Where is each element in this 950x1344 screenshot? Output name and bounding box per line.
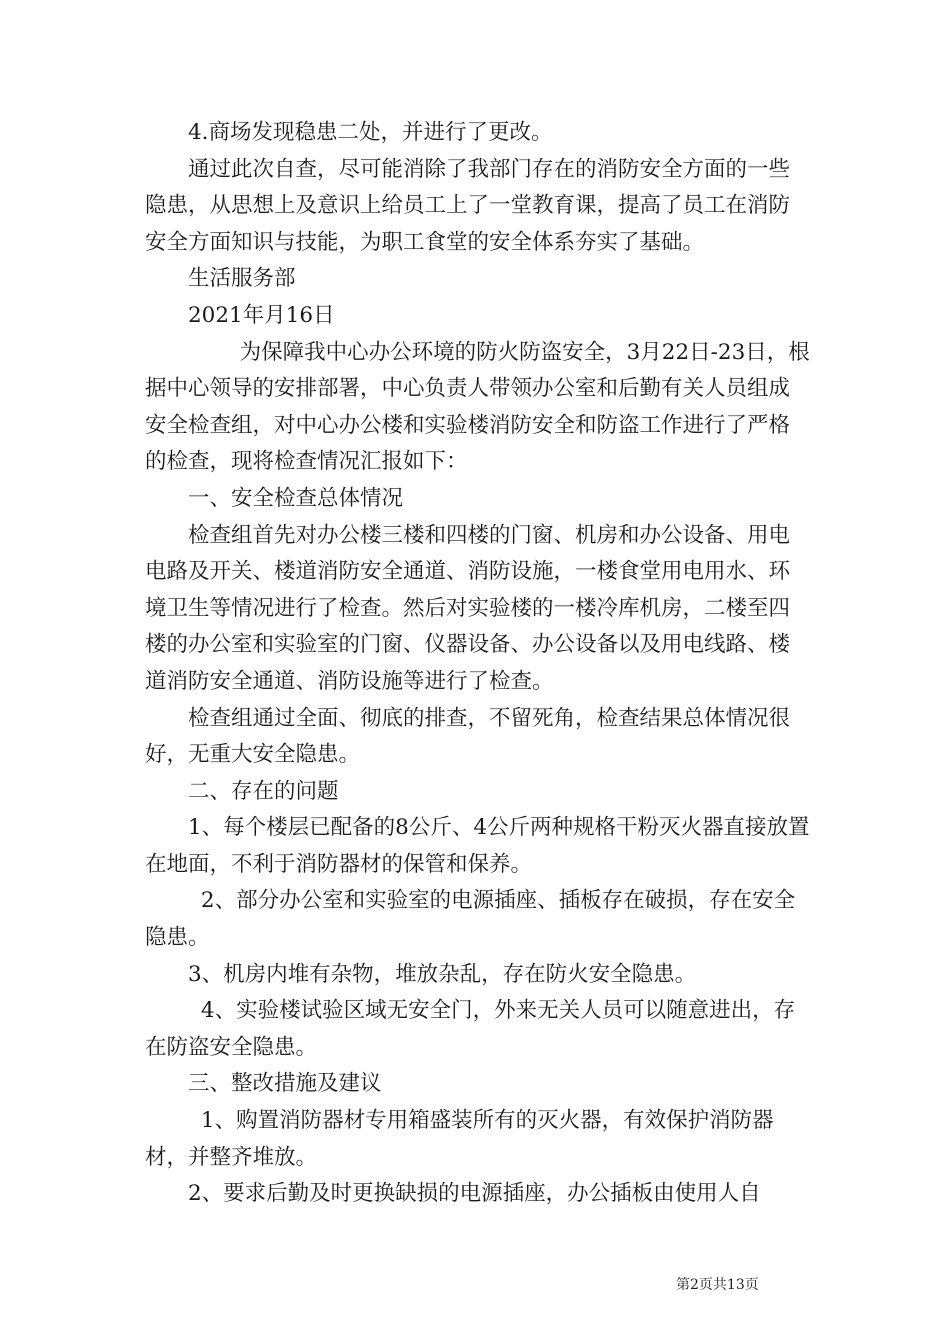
measure-item-2: 2、要求后勤及时更换缺损的电源插座，办公插板由使用人自 <box>188 1181 761 1207</box>
section-heading-measures: 三、整改措施及建议 <box>188 1071 382 1097</box>
paragraph-hazard-fix: 4.商场发现稳患二处，并进行了更改。 <box>188 120 553 145</box>
problem-item-1: 1、每个楼层已配备的8公斤、4公斤两种规格干粉灭火器直接放置在地面，不利于消防器材的保管和保养。 <box>145 815 810 877</box>
problem-item-2: 2、部分办公室和实验室的电源插座、插板存在破损，存在安全隐患。 <box>145 888 796 951</box>
signature-department: 生活服务部 <box>188 266 296 292</box>
paragraph-inspection-scope: 检查组首先对办公楼三楼和四楼的门窗、机房和办公设备、用电电路及开关、楼道消防安全通道、消防设施，一楼食堂用电用水、环境卫生等情况进行了检查。然后对实验楼的一楼冷库机房，二楼至四楼的办公室和实验室的门窗、仪器设备、办公设备以及用电线路、楼道消防安全通道、消防设施等进行了检查。 <box>145 522 791 694</box>
paragraph-inspection-result: 检查组通过全面、彻底的排查，不留死角，检查结果总体情况很好，无重大安全隐患。 <box>145 705 791 768</box>
problem-item-3: 3、机房内堆有杂物，堆放杂乱，存在防火安全隐患。 <box>188 961 697 987</box>
page-number-footer: 第2页共13页 <box>676 1277 759 1293</box>
section-heading-overview: 一、安全检查总体情况 <box>188 485 404 511</box>
section-heading-problems: 二、存在的问题 <box>188 778 339 804</box>
measure-item-1: 1、购置消防器材专用箱盛装所有的灭火器，有效保护消防器材，并整齐堆放。 <box>145 1108 774 1170</box>
problem-item-4: 4、实验楼试验区域无安全门，外来无关人员可以随意进出，存在防盗安全隐患。 <box>145 998 796 1060</box>
document-body <box>145 115 810 1213</box>
signature-date: 2021年月16日 <box>188 302 335 328</box>
paragraph-self-check-summary: 通过此次自查，尽可能消除了我部门存在的消防安全方面的一些隐患，从思想上及意识上给员工上了一堂教育课，提高了员工在消防安全方面知识与技能，为职工食堂的安全体系夯实了基础。 <box>145 156 791 255</box>
paragraph-intro: 为保障我中心办公环境的防火防盗安全，3月22日-23日，根据中心领导的安排部署，中心负责人带领办公室和后勤有关人员组成安全检查组，对中心办公楼和实验楼消防安全和防盗工作进行了严格的检查，现将检查情况汇报如下： <box>145 339 810 475</box>
